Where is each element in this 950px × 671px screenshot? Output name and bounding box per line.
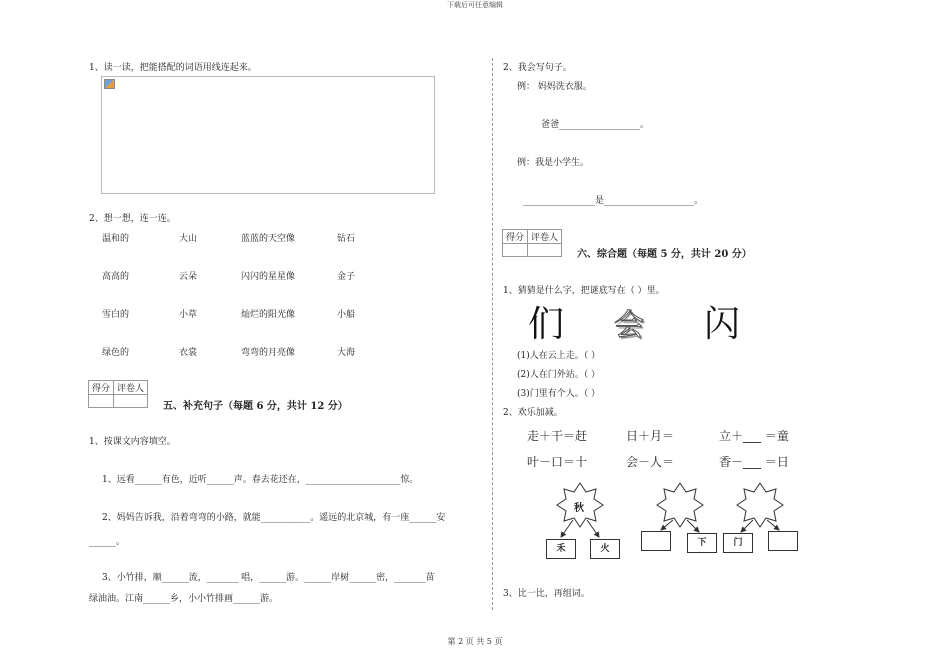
fill-sentence-1: 1、远看______有色，近听______声。春去花还在，_____________________惊。 [102, 475, 419, 485]
equation: 立＋___ ＝童 [719, 429, 789, 443]
equation: 叶－口＝十 [527, 455, 588, 469]
tree-leaf-box: 火 [590, 539, 620, 559]
section-6-title: 六、综合题（每题 5 分，共计 20 分） [577, 249, 752, 260]
match-cell: 温和的 [102, 234, 130, 244]
fill-sentence-3: 3、小竹排，顺______流，_______ 唱，______游。______岸树______密，_______苗 [102, 573, 435, 583]
match-cell: 闪闪的星星像 [241, 272, 296, 282]
grader-label: 评卷人 [114, 381, 148, 395]
riddle-prompt: 1、猜猜是什么字，把谜底写在（ ）里。 [503, 286, 665, 296]
tree-leaf-box: 门 [723, 533, 753, 553]
match-cell: 小草 [179, 310, 198, 320]
fill-sentence-2: 2、妈妈告诉我，沿着弯弯的小路，就能___________。遥远的北京城，有一座______安 [102, 513, 446, 523]
match-cell: 雪白的 [102, 310, 130, 320]
match-cell: 云朵 [179, 272, 198, 282]
add-subtract-prompt: 2、欢乐加减。 [503, 408, 563, 418]
tree-connector [587, 520, 599, 537]
riddle-3: (3)门里有个人。（ ） [517, 389, 601, 399]
match-cell: 大山 [179, 234, 198, 244]
match-cell: 绿色的 [102, 348, 130, 358]
large-character: 闪 [704, 304, 741, 345]
tree-leaf-answer-box[interactable] [768, 531, 798, 551]
match-cell: 钻石 [337, 234, 356, 244]
star-burst-shape [737, 483, 783, 527]
score-label: 得分 [503, 230, 528, 244]
section-5-question-1: 1、按课文内容填空。 [89, 437, 176, 447]
tree-root-character: 秋 [574, 503, 584, 514]
riddle-2: (2)人在门外站。（ ） [517, 370, 601, 380]
tree-connector [741, 520, 753, 532]
question-2-prompt: 2、想一想，连一连。 [89, 214, 176, 224]
grader-label: 评卷人 [528, 230, 562, 244]
match-cell: 灿烂的阳光像 [241, 310, 296, 320]
large-character: 们 [528, 304, 565, 345]
tree-leaf-box: 下 [687, 533, 717, 553]
riddle-1: (1)人在云上走。（ ） [517, 351, 601, 361]
large-character-outlined: 会 [614, 308, 644, 343]
example-1: 例： 妈妈洗衣服。 [517, 82, 592, 92]
equation: 会－人＝ [626, 455, 675, 469]
write-sentence-prompt: 2、我会写句子。 [503, 63, 572, 73]
answer-line-2: ________________是____________________。 [523, 196, 704, 206]
match-cell: 弯弯的月亮像 [241, 348, 296, 358]
page-header: 下载后可任意编辑 [447, 1, 503, 9]
fill-sentence-3-cont: 绿油油。江南______乡，小小竹排画______游。 [89, 594, 279, 604]
equation: 走＋干＝赶 [527, 429, 588, 443]
fill-sentence-2-cont: ______。 [89, 537, 126, 547]
tree-connector [687, 520, 699, 532]
question-1-prompt: 1、读一读，把能搭配的词语用线连起来。 [89, 63, 257, 73]
match-cell: 蓝蓝的天空像 [241, 234, 296, 244]
tree-connector [661, 520, 673, 530]
match-cell: 大海 [337, 348, 356, 358]
equation: 日＋月＝ [626, 429, 675, 443]
match-cell: 衣裳 [179, 348, 198, 358]
tree-leaf-answer-box[interactable] [641, 531, 671, 551]
tree-connector [561, 520, 573, 537]
page-footer: 第 2 页 共 5 页 [447, 637, 503, 646]
tree-connector [767, 520, 779, 530]
answer-line-1: 爸爸__________________。 [541, 120, 650, 130]
star-burst-shape [657, 483, 703, 527]
section-5-title: 五、补充句子（每题 6 分，共计 12 分） [163, 401, 348, 412]
score-label: 得分 [89, 381, 114, 395]
tree-leaf-box: 禾 [546, 539, 576, 559]
compare-prompt: 3、比一比，再组词。 [503, 589, 590, 599]
match-cell: 小船 [337, 310, 356, 320]
equation: 香－___ ＝日 [719, 455, 789, 469]
example-2: 例：我是小学生。 [517, 158, 590, 168]
match-cell: 高高的 [102, 272, 130, 282]
match-cell: 金子 [337, 272, 356, 282]
